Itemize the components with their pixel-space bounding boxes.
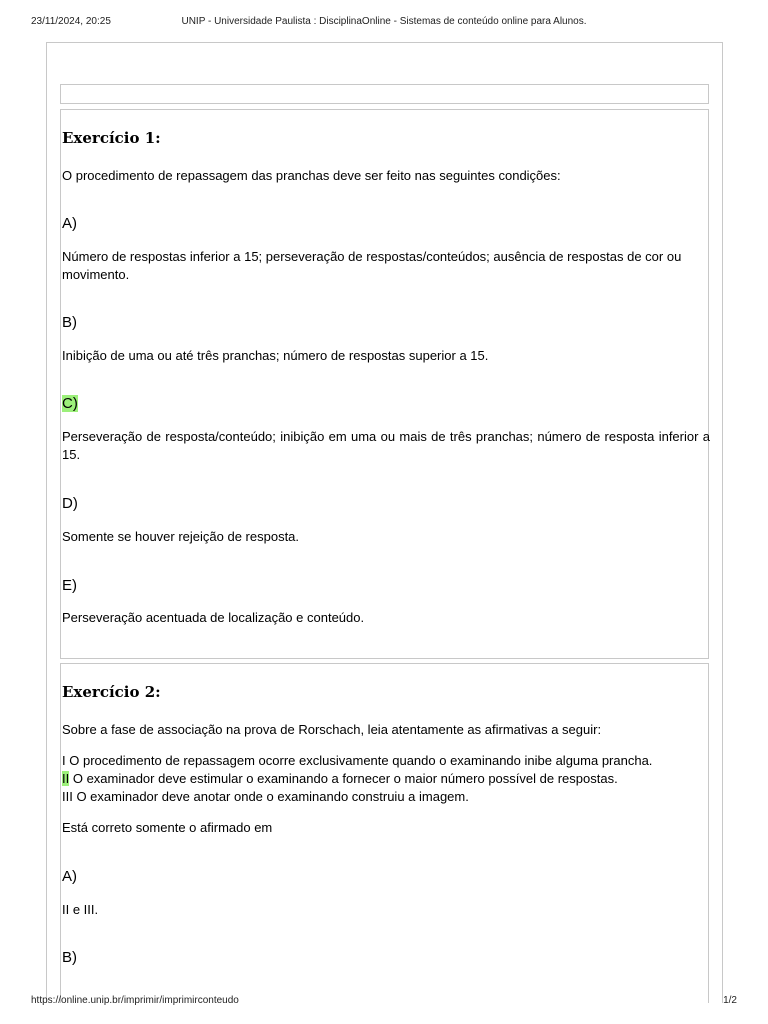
page-number: 1/2	[723, 995, 737, 1006]
ex1-option-b-letter[interactable]: B)	[62, 314, 77, 331]
ex1-option-c-text: Perseveração de resposta/conteúdo; inibição em uma ou mais de três pranchas; número de resposta inferior a 15.	[62, 429, 710, 462]
exercise-2-title: Exercício 2:	[62, 683, 161, 701]
empty-header-box	[60, 84, 709, 104]
exercise-1-question: O procedimento de repassagem das pranchas deve ser feito nas seguintes condições:	[62, 168, 561, 183]
exercise-2-question: Sobre a fase de associação na prova de Rorschach, leia atentamente as afirmativas a seguir:	[62, 722, 602, 737]
exercise-2-card	[60, 663, 709, 1003]
ex2-option-a-letter[interactable]: A)	[62, 868, 77, 885]
print-url: https://online.unip.br/imprimir/imprimirconteudo	[31, 995, 239, 1006]
exercise-1-title: Exercício 1:	[62, 129, 161, 147]
ex1-option-b-text: Inibição de uma ou até três pranchas; número de respostas superior a 15.	[62, 348, 489, 363]
ex1-option-a-letter[interactable]: A)	[62, 215, 77, 232]
ex2-statement-3-prefix: III	[62, 789, 73, 804]
ex1-option-a-text: Número de respostas inferior a 15; perseveração de respostas/conteúdos; ausência de respostas de cor ou movimento.	[62, 249, 682, 282]
ex2-statement-2	[62, 770, 710, 788]
ex2-statement-2-prefix: II	[62, 771, 70, 786]
content-frame	[46, 42, 723, 1003]
ex1-option-d-letter[interactable]: D)	[62, 495, 78, 512]
print-page-title: UNIP - Universidade Paulista : DisciplinaOnline - Sistemas de conteúdo online para Alunos.	[181, 16, 587, 27]
ex2-statement-3-text: O examinador deve anotar onde o examinando construiu a imagem.	[72, 789, 469, 804]
ex1-option-c-letter[interactable]	[62, 395, 78, 413]
ex2-statement-1	[62, 752, 710, 770]
ex2-statement-2-text: O examinador deve estimular o examinando a fornecer o maior número possível de respostas.	[69, 771, 618, 786]
print-footer	[0, 993, 768, 1009]
exercise-2-prompt: Está correto somente o afirmado em	[62, 820, 273, 835]
ex2-statement-1-prefix: I	[62, 753, 66, 768]
print-date: 23/11/2024, 20:25	[31, 16, 111, 27]
ex1-option-e-letter[interactable]: E)	[62, 577, 77, 594]
ex2-statement-3	[62, 788, 710, 806]
ex2-option-b-letter[interactable]: B)	[62, 949, 77, 966]
exercise-1-card	[60, 109, 709, 659]
ex1-option-d-text: Somente se houver rejeição de resposta.	[62, 529, 300, 544]
ex2-statement-1-text: O procedimento de repassagem ocorre exclusivamente quando o examinando inibe alguma prancha.	[65, 753, 653, 768]
ex2-option-a-text: II e III.	[62, 902, 99, 917]
print-header	[0, 14, 768, 30]
ex1-option-e-text: Perseveração acentuada de localização e conteúdo.	[62, 610, 365, 625]
ex1-option-c-highlight: C)	[62, 395, 78, 412]
